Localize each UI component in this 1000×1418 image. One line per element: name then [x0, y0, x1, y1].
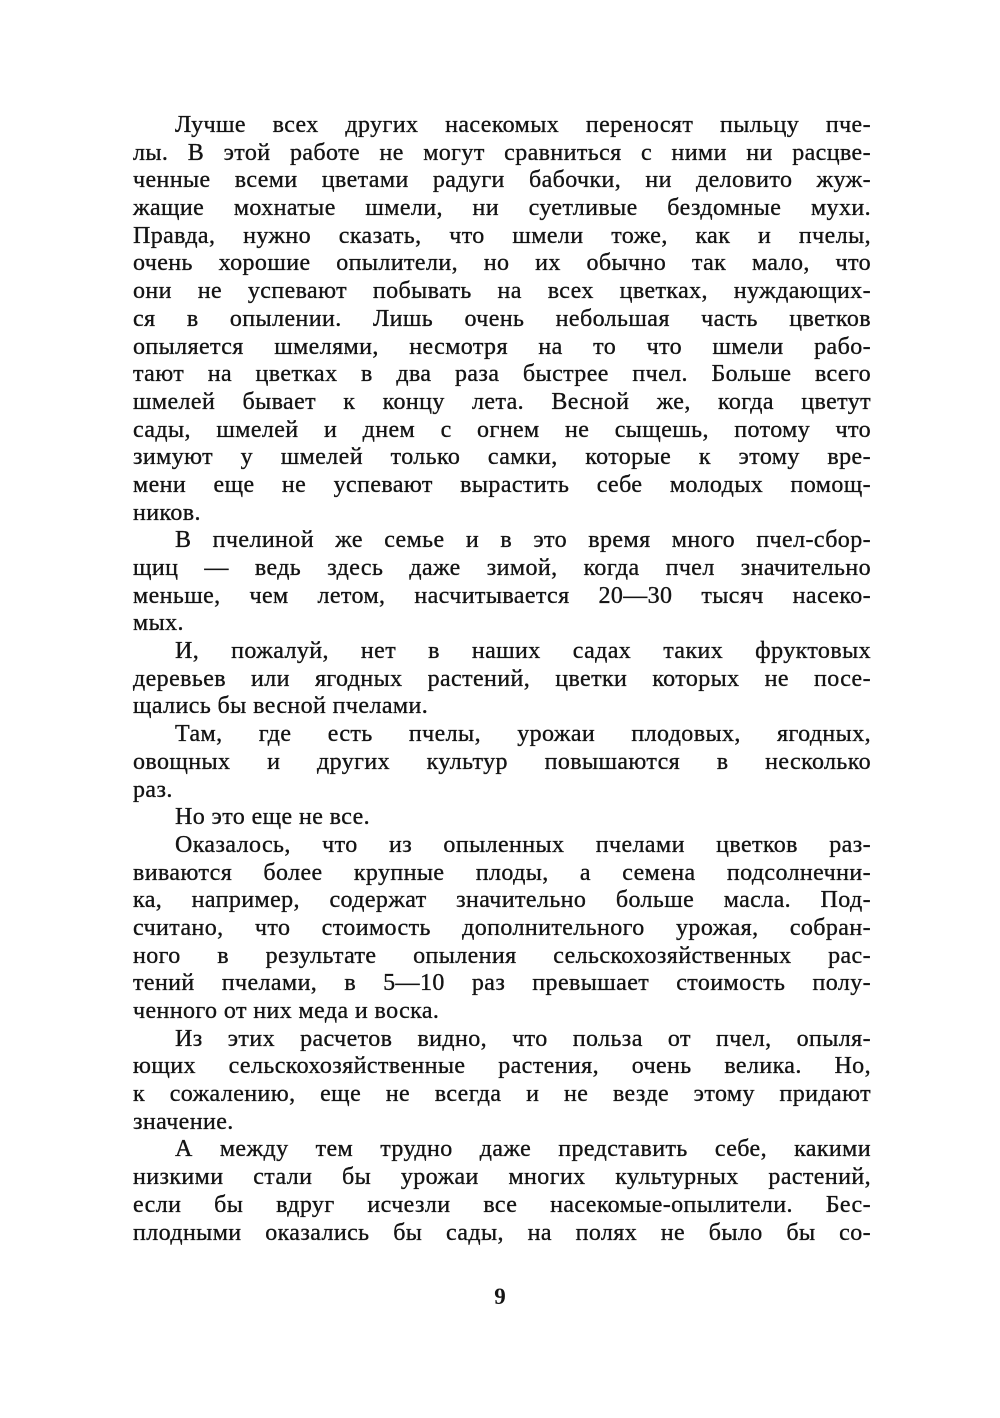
- text-line: А между тем трудно даже представить себе, какими: [175, 1136, 871, 1163]
- text-line: очень хорошие опылители, но их обычно так мало, что: [133, 250, 871, 277]
- text-line: зимуют у шмелей только самки, которые к этому вре-: [133, 444, 871, 471]
- text-line: овощных и других культур повышаются в несколько: [133, 748, 871, 775]
- paragraph: [133, 638, 871, 721]
- text-line: они не успевают побывать на всех цветках, нуждающих-: [133, 278, 871, 305]
- text-line: считано, что стоимость дополнительного урожая, собран-: [133, 914, 871, 941]
- text-line: Лучше всех других насекомых переносят пыльцу пче-: [175, 112, 871, 138]
- text-line: мых.: [133, 610, 184, 637]
- page-number: 9: [494, 1284, 506, 1309]
- text-line: ного в результате опыления сельскохозяйственных рас-: [133, 942, 871, 969]
- text-line: щались бы весной пчелами.: [133, 693, 429, 720]
- paragraph: [133, 804, 871, 832]
- text-line: жащие мохнатые шмели, ни суетливые бездомные мухи.: [133, 195, 871, 222]
- paragraph: [133, 527, 871, 638]
- text-line: к сожалению, еще не всегда и не везде этому придают: [133, 1081, 871, 1108]
- text-line: ников.: [133, 499, 201, 526]
- text-line: раз.: [133, 776, 173, 803]
- text-line: Правда, нужно сказать, что шмели тоже, как и пчелы,: [133, 222, 871, 249]
- paragraph: [133, 832, 871, 1026]
- text-line: лы. В этой работе не могут сравниться с ними ни расцве-: [133, 139, 871, 166]
- text-line: плодными оказались бы сады, на полях не было бы со-: [133, 1219, 871, 1246]
- text-line: ченные всеми цветами радуги бабочки, ни деловито жуж-: [133, 167, 871, 194]
- text-line: В пчелиной же семье и в это время много пчел-сбор-: [175, 527, 871, 554]
- text-line: деревьев или ягодных растений, цветки которых не посе-: [133, 665, 871, 692]
- text-line: ка, например, содержат значительно больше масла. Под-: [133, 887, 871, 914]
- text-line: ющих сельскохозяйственные растения, очень велика. Но,: [133, 1053, 871, 1080]
- text-line: ченного от них меда и воска.: [133, 998, 440, 1024]
- paragraph: [133, 1026, 871, 1137]
- text-line: тают на цветках в два раза быстрее пчел. Больше всего: [133, 361, 871, 388]
- text-line: Оказалось, что из опыленных пчелами цветков раз-: [175, 831, 871, 858]
- text-line: щиц — ведь здесь даже зимой, когда пчел значительно: [133, 555, 871, 581]
- text-line: виваются более крупные плоды, а семена подсолнечни-: [133, 859, 871, 886]
- text-line: если бы вдруг исчезли все насекомые-опылители. Бес-: [133, 1191, 871, 1218]
- text-line: Там, где есть пчелы, урожаи плодовых, ягодных,: [175, 721, 871, 748]
- text-line: мени еще не успевают вырастить себе молодых помощ-: [133, 471, 871, 498]
- text-line: низкими стали бы урожаи многих культурных растений,: [133, 1164, 871, 1191]
- text-line: сады, шмелей и днем с огнем не сыщешь, потому что: [133, 416, 871, 443]
- text-line: опыляется шмелями, несмотря на то что шмели рабо-: [133, 333, 871, 360]
- text-line: И, пожалуй, нет в наших садах таких фруктовых: [175, 638, 871, 665]
- text-line: ся в опылении. Лишь очень небольшая часть цветков: [133, 305, 871, 332]
- text-line: тений пчелами, в 5—10 раз превышает стоимость полу-: [133, 970, 871, 997]
- paragraph: [133, 721, 871, 804]
- page-body-text: [133, 112, 871, 1247]
- text-line: меньше, чем летом, насчитывается 20—30 тысяч насеко-: [133, 582, 871, 609]
- text-line: значение.: [133, 1108, 234, 1135]
- text-line: Из этих расчетов видно, что польза от пчел, опыля-: [175, 1025, 871, 1052]
- paragraph: [133, 112, 871, 527]
- text-line: Но это еще не все.: [175, 804, 371, 831]
- text-line: шмелей бывает к концу лета. Весной же, когда цветут: [133, 388, 871, 415]
- paragraph: [133, 1136, 871, 1247]
